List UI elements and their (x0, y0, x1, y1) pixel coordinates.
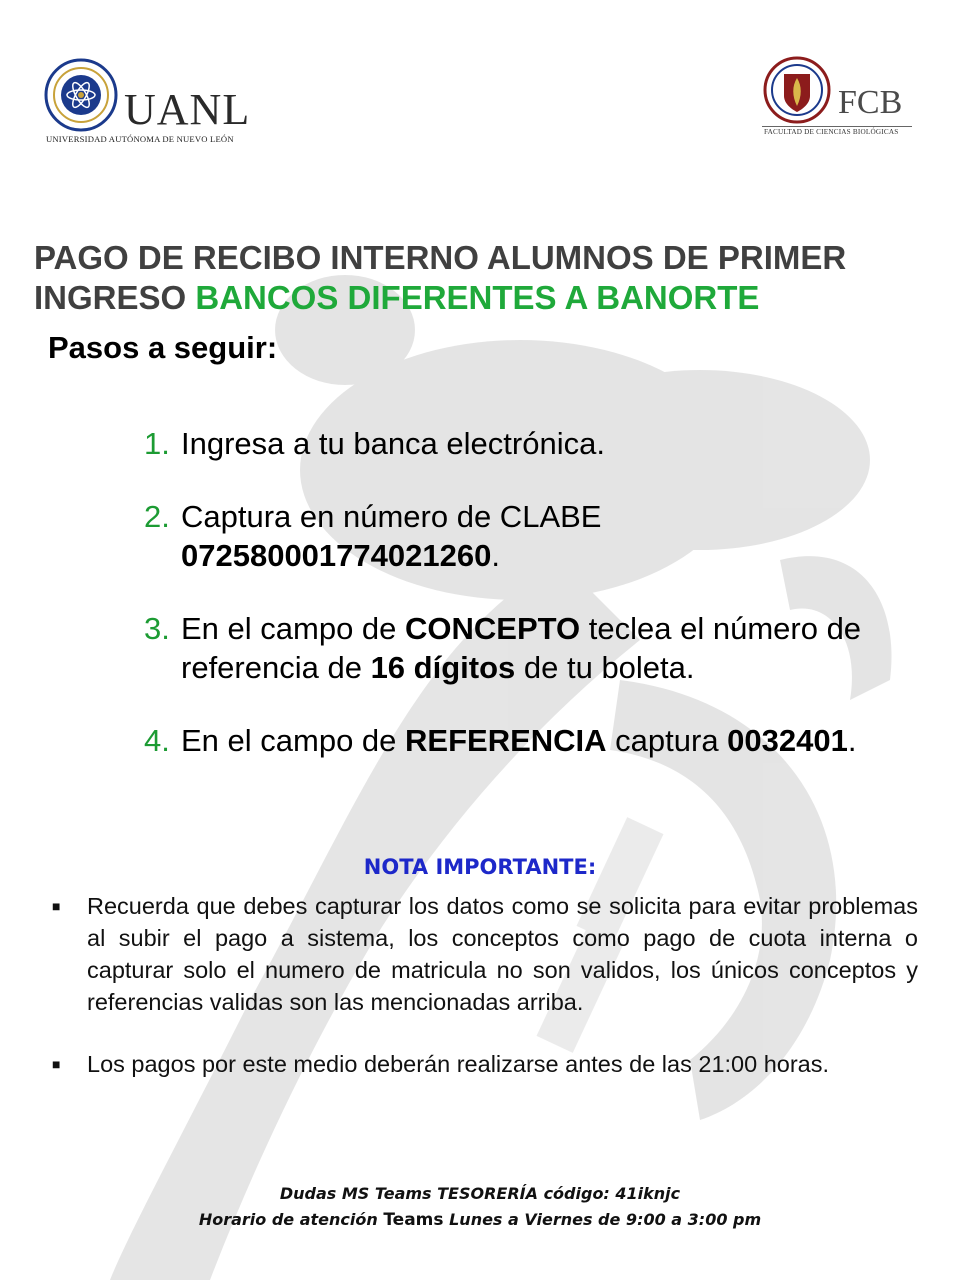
note-item (50, 890, 918, 1018)
step-item (144, 424, 914, 463)
page-title (34, 238, 934, 318)
step-number: 2. (144, 499, 170, 534)
footer-line-2-b: Lunes a Viernes de 9:00 a 3:00 pm (443, 1210, 762, 1229)
notes-list (50, 890, 918, 1080)
uanl-seal-icon (44, 58, 118, 132)
step-text: Captura en número de CLABE (181, 499, 602, 534)
step-item (144, 721, 914, 760)
step-item (144, 497, 914, 575)
footer-line-2 (0, 1207, 960, 1233)
step-item (144, 609, 914, 687)
title-line-1: PAGO DE RECIBO INTERNO ALUMNOS DE PRIMER (34, 239, 847, 276)
step-text: teclea el número de referencia de (181, 611, 862, 685)
note-text: Recuerda que debes capturar los datos como se solicita para evitar problemas al subir el pago a sistema, los conceptos como pago de cuota interna o capturar solo el numero de matricula no son validos, los únicos conceptos y referencias validas son las mencionadas arriba. (87, 893, 918, 1015)
footer-teams: Teams (383, 1210, 444, 1230)
title-line-2 (34, 278, 934, 318)
step-number: 4. (144, 723, 170, 758)
step-emphasis: CONCEPTO (405, 611, 581, 646)
square-bullet-icon: ■ (52, 1056, 61, 1072)
steps-heading: Pasos a seguir: (48, 330, 278, 365)
nota-importante-heading (0, 855, 960, 879)
step-emphasis: 072580001774021260 (181, 538, 492, 573)
fcb-logo (762, 56, 922, 144)
step-text: de tu boleta. (515, 650, 695, 685)
uanl-wordmark: UANL (124, 85, 251, 134)
note-item (50, 1048, 918, 1080)
uanl-logo (44, 58, 274, 148)
step-text: . (847, 723, 857, 758)
note-text: Los pagos por este medio deberán realizarse antes de las 21:00 horas. (87, 1051, 830, 1077)
step-number: 1. (144, 426, 170, 461)
step-text: captura (606, 723, 728, 758)
step-text: En el campo de (181, 611, 406, 646)
step-number: 3. (144, 611, 170, 646)
step-emphasis: 16 dígitos (370, 650, 516, 685)
fcb-divider (762, 126, 912, 127)
nota-label: NOTA IMPORTANTE (363, 855, 588, 879)
uanl-subtitle: UNIVERSIDAD AUTÓNOMA DE NUEVO LEÓN (46, 134, 234, 144)
footer-line-1: Dudas MS Teams TESORERÍA código: 41iknjc (279, 1184, 681, 1203)
step-emphasis: 0032401 (727, 723, 848, 758)
fcb-subtitle: FACULTAD DE CIENCIAS BIOLÓGICAS (764, 128, 899, 136)
square-bullet-icon: ■ (52, 898, 61, 914)
step-text: . (491, 538, 500, 573)
step-emphasis: REFERENCIA (405, 723, 607, 758)
fcb-wordmark: FCB (838, 84, 903, 121)
footer-contact (0, 1181, 960, 1233)
steps-list (144, 424, 914, 760)
footer-line-2-a: Horario de atención (198, 1210, 384, 1229)
nota-colon: : (587, 855, 597, 879)
title-line-2-green: BANCOS DIFERENTES A BANORTE (195, 279, 760, 316)
fcb-seal-icon (762, 56, 832, 124)
title-line-2-gray: INGRESO (34, 279, 196, 316)
step-text: En el campo de (181, 723, 406, 758)
step-text: Ingresa a tu banca electrónica. (181, 426, 605, 461)
